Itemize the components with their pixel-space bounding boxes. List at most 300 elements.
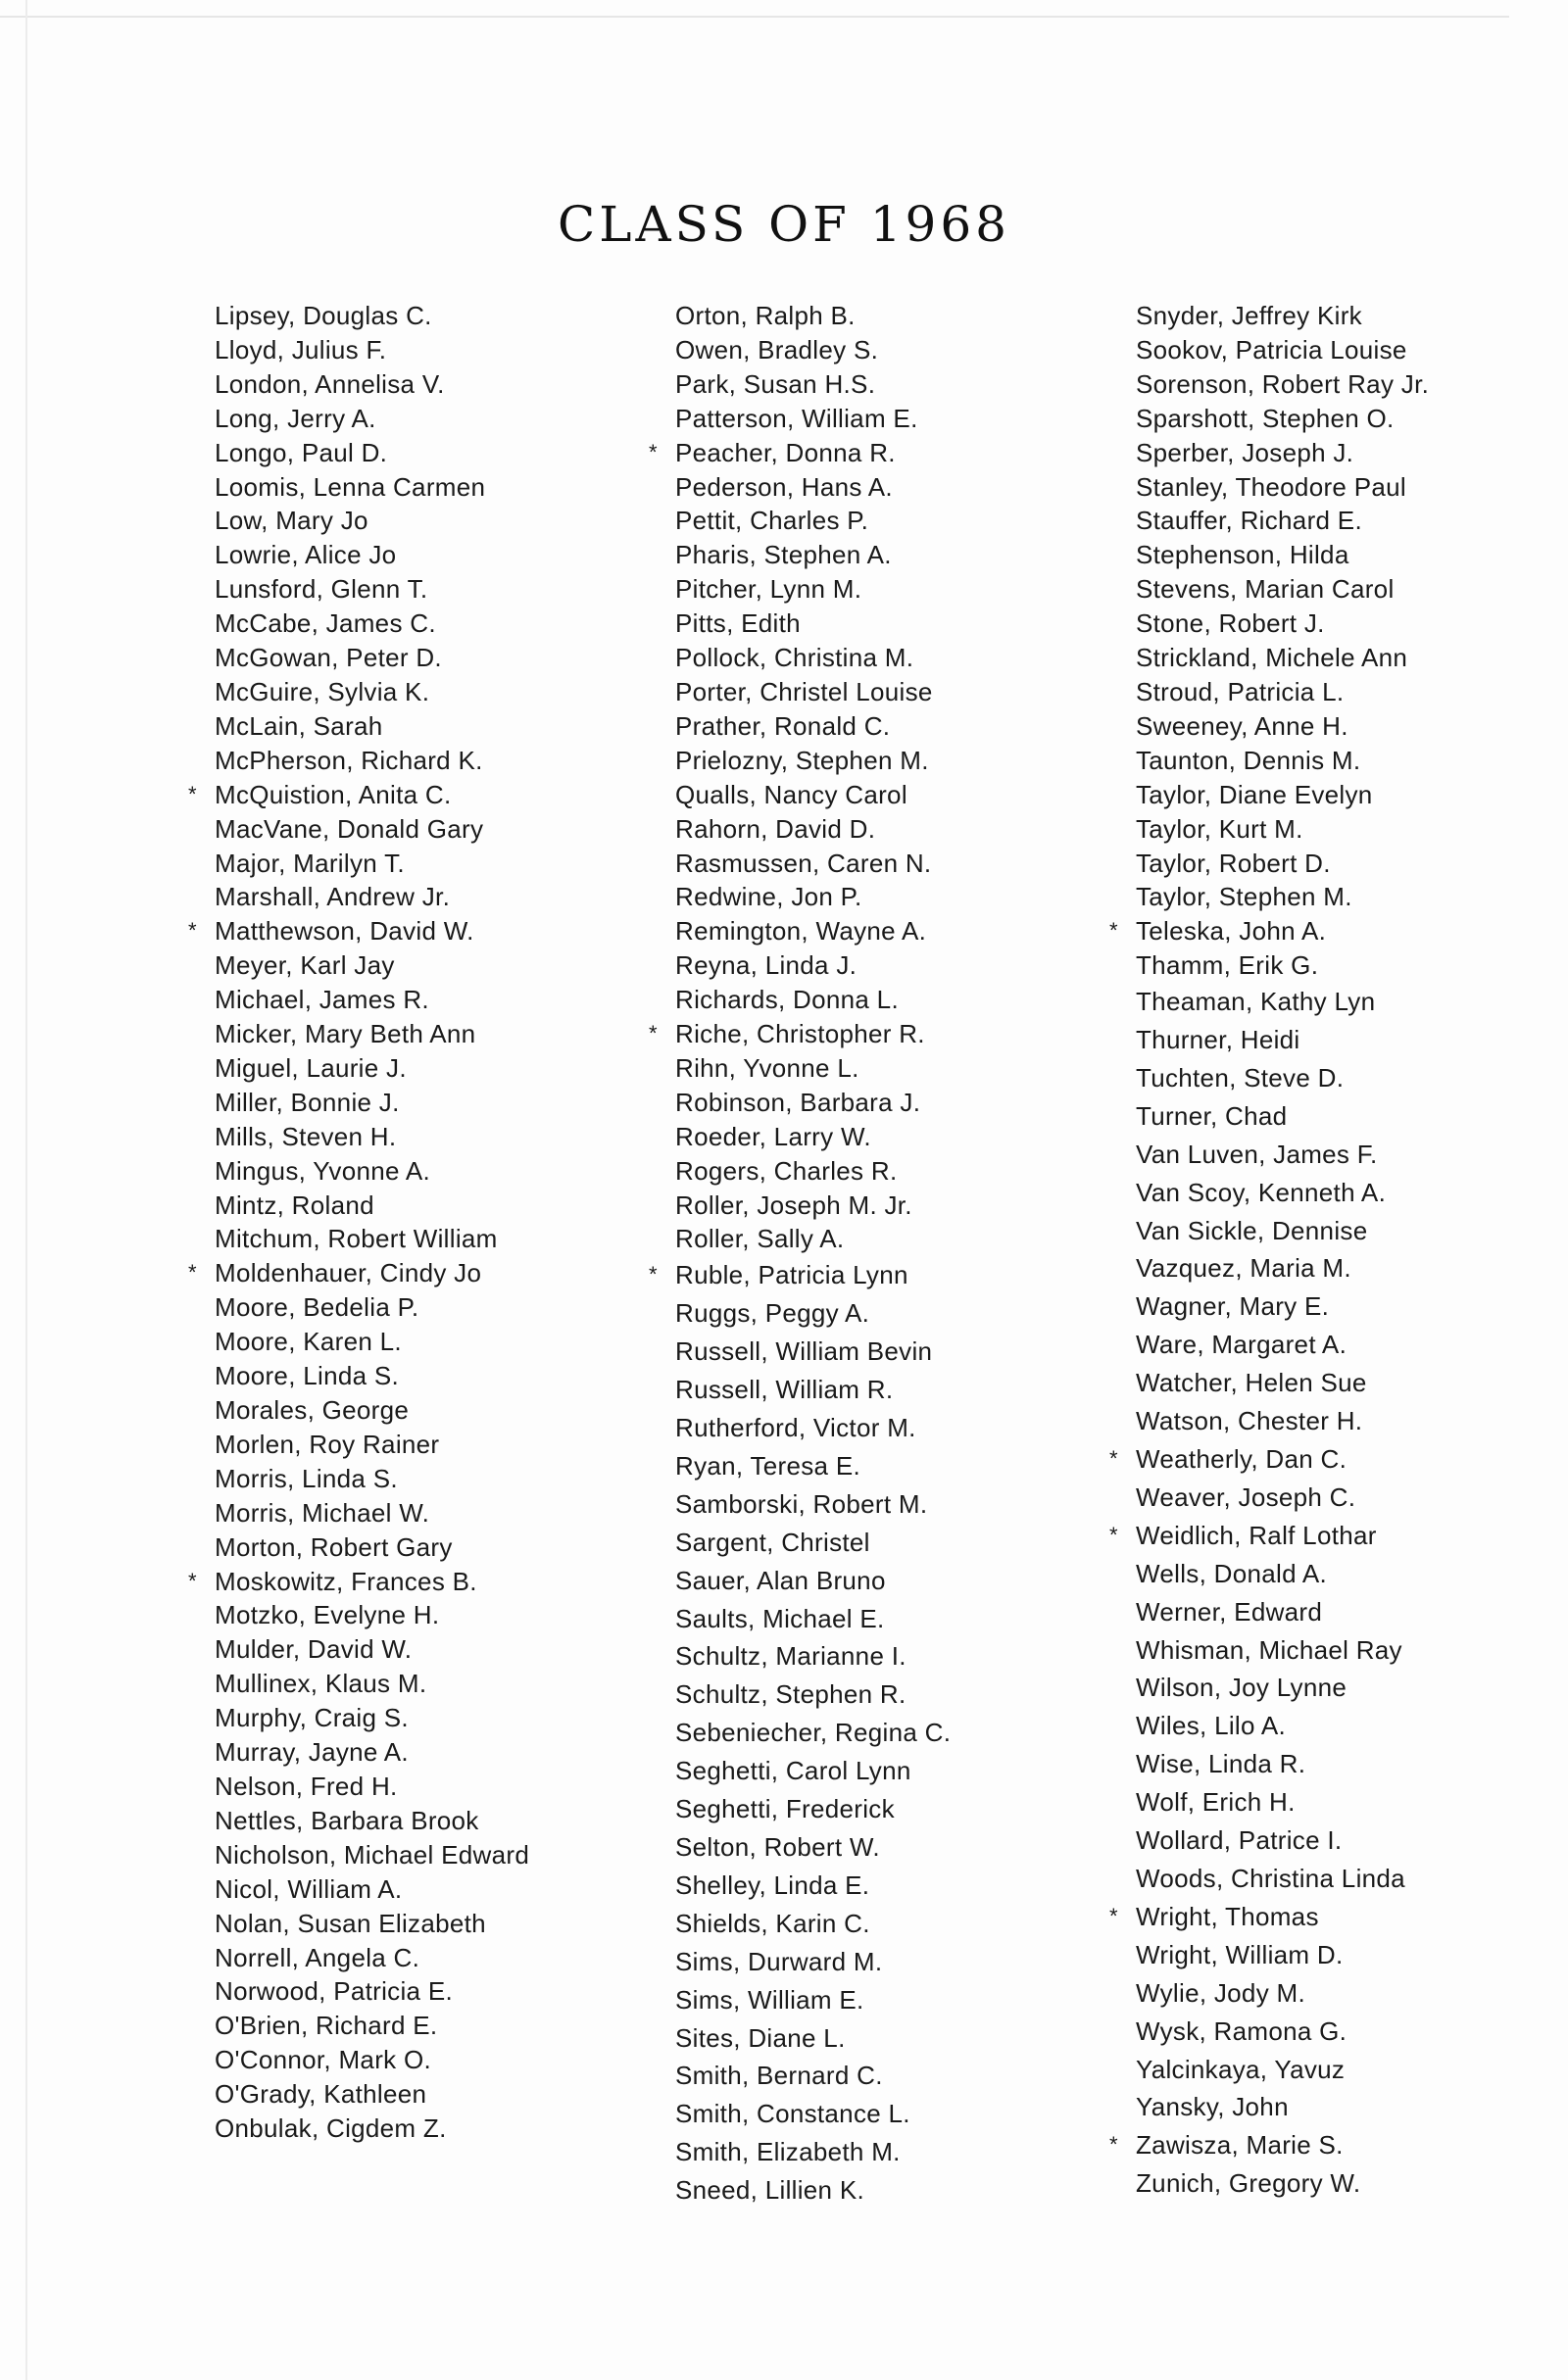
name-entry [675,1447,951,1485]
student-name: Shields, Karin C. [675,1908,870,1938]
name-entry [675,2095,951,2133]
student-name: Wolf, Erich H. [1136,1787,1296,1818]
student-name: Roller, Joseph M. Jr. [675,1190,912,1220]
name-column-3 [1109,299,1430,2203]
student-name: London, Annelisa V. [215,368,445,399]
student-name: Stevens, Marian Carol [1136,574,1395,605]
student-name: Stanley, Theodore Paul [1136,471,1406,502]
asterisk-marker: * [1109,2132,1118,2158]
name-entry [1136,1479,1429,1517]
student-name: Werner, Edward [1136,1596,1323,1627]
asterisk-marker: * [1109,1446,1118,1471]
student-name: Taylor, Kurt M. [1136,813,1303,844]
student-name: McPherson, Richard K. [215,745,483,775]
name-entry [188,1256,529,1290]
name-entry [649,1017,951,1051]
name-entry [1109,914,1429,948]
name-entry [675,1790,951,1828]
name-entry [649,1256,951,1294]
student-name: Thamm, Erik G. [1136,950,1319,981]
student-name: Zunich, Gregory W. [1136,2168,1361,2199]
name-entry [215,983,529,1017]
student-name: Qualls, Nancy Carol [675,779,907,809]
student-name: Weidlich, Ralf Lothar [1136,1520,1377,1550]
student-name: Nicholson, Michael Edward [215,1839,530,1870]
name-entry [1136,402,1429,436]
student-name: Michael, James R. [215,985,429,1015]
name-entry [1136,1326,1429,1364]
student-name: McQuistion, Anita C. [215,779,452,809]
student-name: Roller, Sally A. [675,1224,845,1254]
student-name: Ruble, Patricia Lynn [675,1260,908,1290]
student-name: Sorenson, Robert Ray Jr. [1136,368,1430,399]
name-entry [675,572,951,607]
name-entry [675,402,951,436]
name-entry [215,1907,529,1941]
student-name: Nolan, Susan Elizabeth [215,1908,486,1938]
name-entry [1136,1136,1429,1174]
student-name: Lowrie, Alice Jo [215,540,397,570]
student-name: Nelson, Fred H. [215,1771,398,1801]
asterisk-marker: * [649,1262,658,1287]
asterisk-marker: * [649,1021,658,1046]
name-entry [215,538,529,572]
student-name: Rihn, Yvonne L. [675,1052,859,1083]
student-name: Taylor, Robert D. [1136,848,1331,878]
name-entry [675,914,951,948]
name-entry [215,1667,529,1701]
student-name: Murphy, Craig S. [215,1703,409,1733]
name-entry [1136,2164,1429,2203]
name-entry [675,778,951,812]
student-name: Taylor, Stephen M. [1136,882,1352,912]
student-name: Wright, William D. [1136,1939,1344,1969]
student-name: Theaman, Kathy Lyn [1136,987,1376,1017]
name-entry [1136,367,1429,402]
student-name: Morris, Michael W. [215,1497,430,1528]
name-entry [675,538,951,572]
student-name: Van Sickle, Dennise [1136,1215,1368,1245]
name-entry [215,1598,529,1632]
name-entry [215,1804,529,1838]
name-entry [675,1189,951,1223]
student-name: Watson, Chester H. [1136,1406,1363,1436]
asterisk-marker: * [188,1568,197,1593]
student-name: Meyer, Karl Jay [215,950,395,981]
name-entry [215,1154,529,1189]
student-name: Lipsey, Douglas C. [215,301,432,330]
student-name: Richards, Donna L. [675,985,899,1015]
student-name: McGowan, Peter D. [215,643,442,673]
student-name: Selton, Robert W. [675,1831,880,1862]
student-name: Sweeney, Anne H. [1136,710,1348,741]
name-entry [675,607,951,641]
student-name: Moldenhauer, Cindy Jo [215,1258,482,1288]
student-name: Long, Jerry A. [215,403,376,433]
name-entry [675,299,951,333]
name-entry [215,1120,529,1154]
student-name: Wylie, Jody M. [1136,1977,1305,2008]
student-name: Weaver, Joseph C. [1136,1481,1356,1512]
name-entry [675,744,951,778]
student-name: Schultz, Stephen R. [675,1679,906,1710]
student-name: Saults, Michael E. [675,1603,885,1633]
name-entry [1136,1402,1429,1440]
name-entry [215,1838,529,1872]
name-entry [215,333,529,367]
name-entry [1136,538,1429,572]
student-name: Mills, Steven H. [215,1121,397,1151]
name-entry [215,1086,529,1120]
student-name: Norwood, Patricia E. [215,1976,453,2007]
name-entry [675,675,951,709]
student-name: Ware, Margaret A. [1136,1330,1348,1360]
name-entry [1136,2013,1429,2051]
name-entry [215,572,529,607]
name-entry [675,1981,951,2019]
name-entry [1109,1898,1429,1936]
student-name: Russell, William Bevin [675,1336,933,1367]
name-entry [1136,709,1429,744]
name-entry [215,2009,529,2043]
student-name: Pitcher, Lynn M. [675,574,862,605]
student-name: O'Connor, Mark O. [215,2045,432,2075]
student-name: Rahorn, David D. [675,813,876,844]
student-name: Lunsford, Glenn T. [215,574,428,605]
student-name: Prather, Ronald C. [675,710,891,741]
name-entry [188,778,529,812]
student-name: Smith, Constance L. [675,2099,910,2129]
student-name: Morales, George [215,1395,410,1425]
name-entry [675,1051,951,1086]
student-name: Rutherford, Victor M. [675,1413,916,1442]
student-name: Morris, Linda S. [215,1463,398,1493]
student-name: Teleska, John A. [1136,916,1327,947]
name-entry [188,1565,529,1599]
student-name: Nicol, William A. [215,1873,403,1904]
name-entry [215,948,529,983]
student-name: Taunton, Dennis M. [1136,745,1361,775]
page-title: CLASS OF 1968 [558,196,1010,253]
student-name: Vazquez, Maria M. [1136,1253,1351,1284]
student-name: Mulder, David W. [215,1634,413,1665]
name-entry [1136,2088,1429,2126]
student-name: Weatherly, Dan C. [1136,1444,1348,1474]
student-name: Wollard, Patrice I. [1136,1825,1343,1856]
name-entry [215,2043,529,2077]
name-entry [215,1189,529,1223]
name-entry [215,1290,529,1325]
name-entry [675,1600,951,1638]
name-entry [215,1051,529,1086]
name-entry [675,1154,951,1189]
name-entry [1136,1669,1429,1707]
student-name: Sauer, Alan Bruno [675,1565,886,1595]
student-name: Mintz, Roland [215,1190,374,1220]
name-entry [1136,812,1429,847]
student-name: Miguel, Laurie J. [215,1052,407,1083]
student-name: Redwine, Jon P. [675,882,862,912]
name-entry [215,709,529,744]
student-name: Longo, Paul D. [215,437,388,467]
name-entry [215,880,529,914]
name-entry [1136,1212,1429,1250]
student-name: Riche, Christopher R. [675,1019,925,1049]
name-entry [215,504,529,538]
name-entry [675,983,951,1017]
student-name: Moore, Bedelia P. [215,1292,419,1323]
student-name: Sebeniecher, Regina C. [675,1718,952,1748]
name-entry [215,812,529,847]
student-name: Nettles, Barbara Brook [215,1805,479,1835]
student-name: Stone, Robert J. [1136,608,1325,639]
name-entry [215,1770,529,1804]
asterisk-marker: * [649,439,658,464]
name-entry [675,470,951,505]
name-entry [675,1371,951,1409]
student-name: Roeder, Larry W. [675,1121,871,1151]
student-name: Samborski, Robert M. [675,1488,928,1519]
student-name: Wiles, Lilo A. [1136,1711,1287,1741]
student-name: Thurner, Heidi [1136,1025,1300,1055]
student-name: Ruggs, Peggy A. [675,1298,870,1329]
name-entry [1136,1821,1429,1860]
student-name: Yansky, John [1136,2092,1289,2122]
student-name: Turner, Chad [1136,1100,1288,1131]
name-entry [675,1867,951,1905]
name-entry [675,333,951,367]
student-name: Sneed, Lillien K. [675,2175,865,2206]
student-name: McGuire, Sylvia K. [215,676,430,706]
name-entry [1136,1555,1429,1593]
name-entry [1136,948,1429,983]
name-entry [1136,778,1429,812]
student-name: Ryan, Teresa E. [675,1450,861,1481]
name-entry [1109,2126,1429,2164]
student-name: Sookov, Patricia Louise [1136,334,1407,364]
name-entry [1136,1021,1429,1059]
student-name: Whisman, Michael Ray [1136,1634,1402,1665]
student-name: Patterson, William E. [675,403,918,433]
asterisk-marker: * [188,781,197,806]
name-entry [675,948,951,983]
name-entry [1136,470,1429,505]
page-edge-left [25,0,27,2380]
student-name: Morton, Robert Gary [215,1531,453,1562]
student-name: Shelley, Linda E. [675,1870,870,1900]
name-entry [215,1428,529,1462]
name-entry [675,709,951,744]
name-entry [215,1632,529,1667]
student-name: Strickland, Michele Ann [1136,643,1408,673]
student-name: Murray, Jayne A. [215,1737,409,1768]
student-name: Smith, Elizabeth M. [675,2137,901,2167]
name-entry [215,1941,529,1975]
student-name: Morlen, Roy Rainer [215,1429,440,1459]
student-name: Tuchten, Steve D. [1136,1062,1345,1093]
name-entry [675,367,951,402]
student-name: Wagner, Mary E. [1136,1291,1330,1322]
name-entry [675,1714,951,1752]
name-entry [675,1562,951,1600]
student-name: Seghetti, Carol Lynn [675,1756,911,1786]
student-name: Pettit, Charles P. [675,506,869,536]
student-name: Major, Marilyn T. [215,848,405,878]
student-name: Wells, Donald A. [1136,1558,1328,1588]
student-name: Low, Mary Jo [215,506,368,536]
name-entry [1136,1059,1429,1097]
student-name: Peacher, Donna R. [675,437,896,467]
name-entry [1136,572,1429,607]
name-entry [215,470,529,505]
name-entry [215,607,529,641]
name-entry [1136,436,1429,470]
student-name: Taylor, Diane Evelyn [1136,779,1373,809]
student-name: Mullinex, Klaus M. [215,1669,427,1699]
name-entry [1136,607,1429,641]
name-entry [675,880,951,914]
student-name: McLain, Sarah [215,710,383,741]
name-entry [1136,880,1429,914]
name-entry [1136,1860,1429,1898]
name-entry [1136,1593,1429,1631]
student-name: Rogers, Charles R. [675,1155,898,1186]
student-name: McCabe, James C. [215,608,436,639]
student-name: O'Grady, Kathleen [215,2079,427,2110]
name-entry [215,1222,529,1256]
name-entry [675,1222,951,1256]
name-entry [675,847,951,881]
student-name: Motzko, Evelyne H. [215,1600,440,1630]
student-name: Van Luven, James F. [1136,1139,1378,1169]
name-entry [675,1943,951,1981]
name-entry [1109,1517,1429,1555]
student-name: Woods, Christina Linda [1136,1863,1405,1893]
student-name: Stauffer, Richard E. [1136,506,1362,536]
name-entry [215,1496,529,1530]
name-entry [649,436,951,470]
student-name: Sperber, Joseph J. [1136,437,1354,467]
name-entry [215,675,529,709]
student-name: Park, Susan H.S. [675,368,876,399]
student-name: Stroud, Patricia L. [1136,676,1345,706]
name-entry [675,1086,951,1120]
name-entry [1136,1783,1429,1821]
student-name: Pitts, Edith [675,608,801,639]
name-entry [675,1752,951,1790]
name-entry [1136,1974,1429,2013]
name-entry [188,914,529,948]
name-entry [215,2077,529,2112]
name-entry [215,436,529,470]
student-name: Wright, Thomas [1136,1901,1319,1931]
student-name: Zawisza, Marie S. [1136,2130,1344,2161]
name-entry [675,1637,951,1676]
name-entry [1136,1097,1429,1136]
student-name: Lloyd, Julius F. [215,334,387,364]
name-entry [675,1333,951,1371]
name-entry [675,1676,951,1714]
name-entry [1136,504,1429,538]
name-entry [215,744,529,778]
name-entry [215,367,529,402]
student-name: Porter, Christel Louise [675,676,933,706]
student-name: Schultz, Marianne I. [675,1641,906,1672]
student-name: Prielozny, Stephen M. [675,745,929,775]
name-entry [675,1905,951,1943]
name-entry [1109,1440,1429,1479]
name-entry [215,1017,529,1051]
name-entry [215,1325,529,1359]
name-entry [1136,1936,1429,1974]
name-entry [1136,675,1429,709]
name-entry [675,1294,951,1333]
student-name: Wysk, Ramona G. [1136,2016,1348,2046]
student-name: Sargent, Christel [675,1527,870,1557]
student-name: Sites, Diane L. [675,2022,846,2053]
name-entry [1136,1249,1429,1287]
name-column-1 [188,299,530,2146]
student-name: Mingus, Yvonne A. [215,1155,430,1186]
name-entry [1136,1745,1429,1783]
student-name: Robinson, Barbara J. [675,1087,921,1117]
student-name: Pederson, Hans A. [675,471,893,502]
name-entry [675,2019,951,2058]
name-entry [675,1485,951,1524]
student-name: Micker, Mary Beth Ann [215,1019,476,1049]
name-entry [675,641,951,675]
student-name: Remington, Wayne A. [675,916,927,947]
name-entry [1136,847,1429,881]
name-entry [675,2133,951,2171]
asterisk-marker: * [1109,918,1118,944]
asterisk-marker: * [188,1260,197,1286]
student-name: Snyder, Jeffrey Kirk [1136,301,1362,330]
name-entry [215,1530,529,1565]
name-entry [1136,1707,1429,1745]
student-name: Seghetti, Frederick [675,1794,895,1824]
name-entry [675,504,951,538]
student-name: Loomis, Lenna Carmen [215,471,486,502]
name-entry [1136,641,1429,675]
student-name: Pharis, Stephen A. [675,540,892,570]
name-entry [215,847,529,881]
name-entry [215,641,529,675]
asterisk-marker: * [1109,1903,1118,1928]
student-name: Marshall, Andrew Jr. [215,882,451,912]
name-entry [1136,744,1429,778]
name-entry [1136,1364,1429,1402]
name-entry [215,1462,529,1496]
student-name: Mitchum, Robert William [215,1224,498,1254]
student-name: Matthewson, David W. [215,916,474,947]
name-entry [1136,299,1429,333]
student-name: Owen, Bradley S. [675,334,879,364]
student-name: Smith, Bernard C. [675,2061,883,2091]
name-entry [215,402,529,436]
student-name: Watcher, Helen Sue [1136,1368,1367,1398]
student-name: O'Brien, Richard E. [215,2011,438,2041]
asterisk-marker: * [188,918,197,944]
name-entry [215,1974,529,2009]
asterisk-marker: * [1109,1522,1118,1547]
name-entry [1136,1631,1429,1670]
student-name: Rasmussen, Caren N. [675,848,932,878]
name-entry [675,2057,951,2095]
name-column-2 [649,299,952,2210]
student-name: Moore, Linda S. [215,1361,400,1391]
student-name: Sparshott, Stephen O. [1136,403,1395,433]
